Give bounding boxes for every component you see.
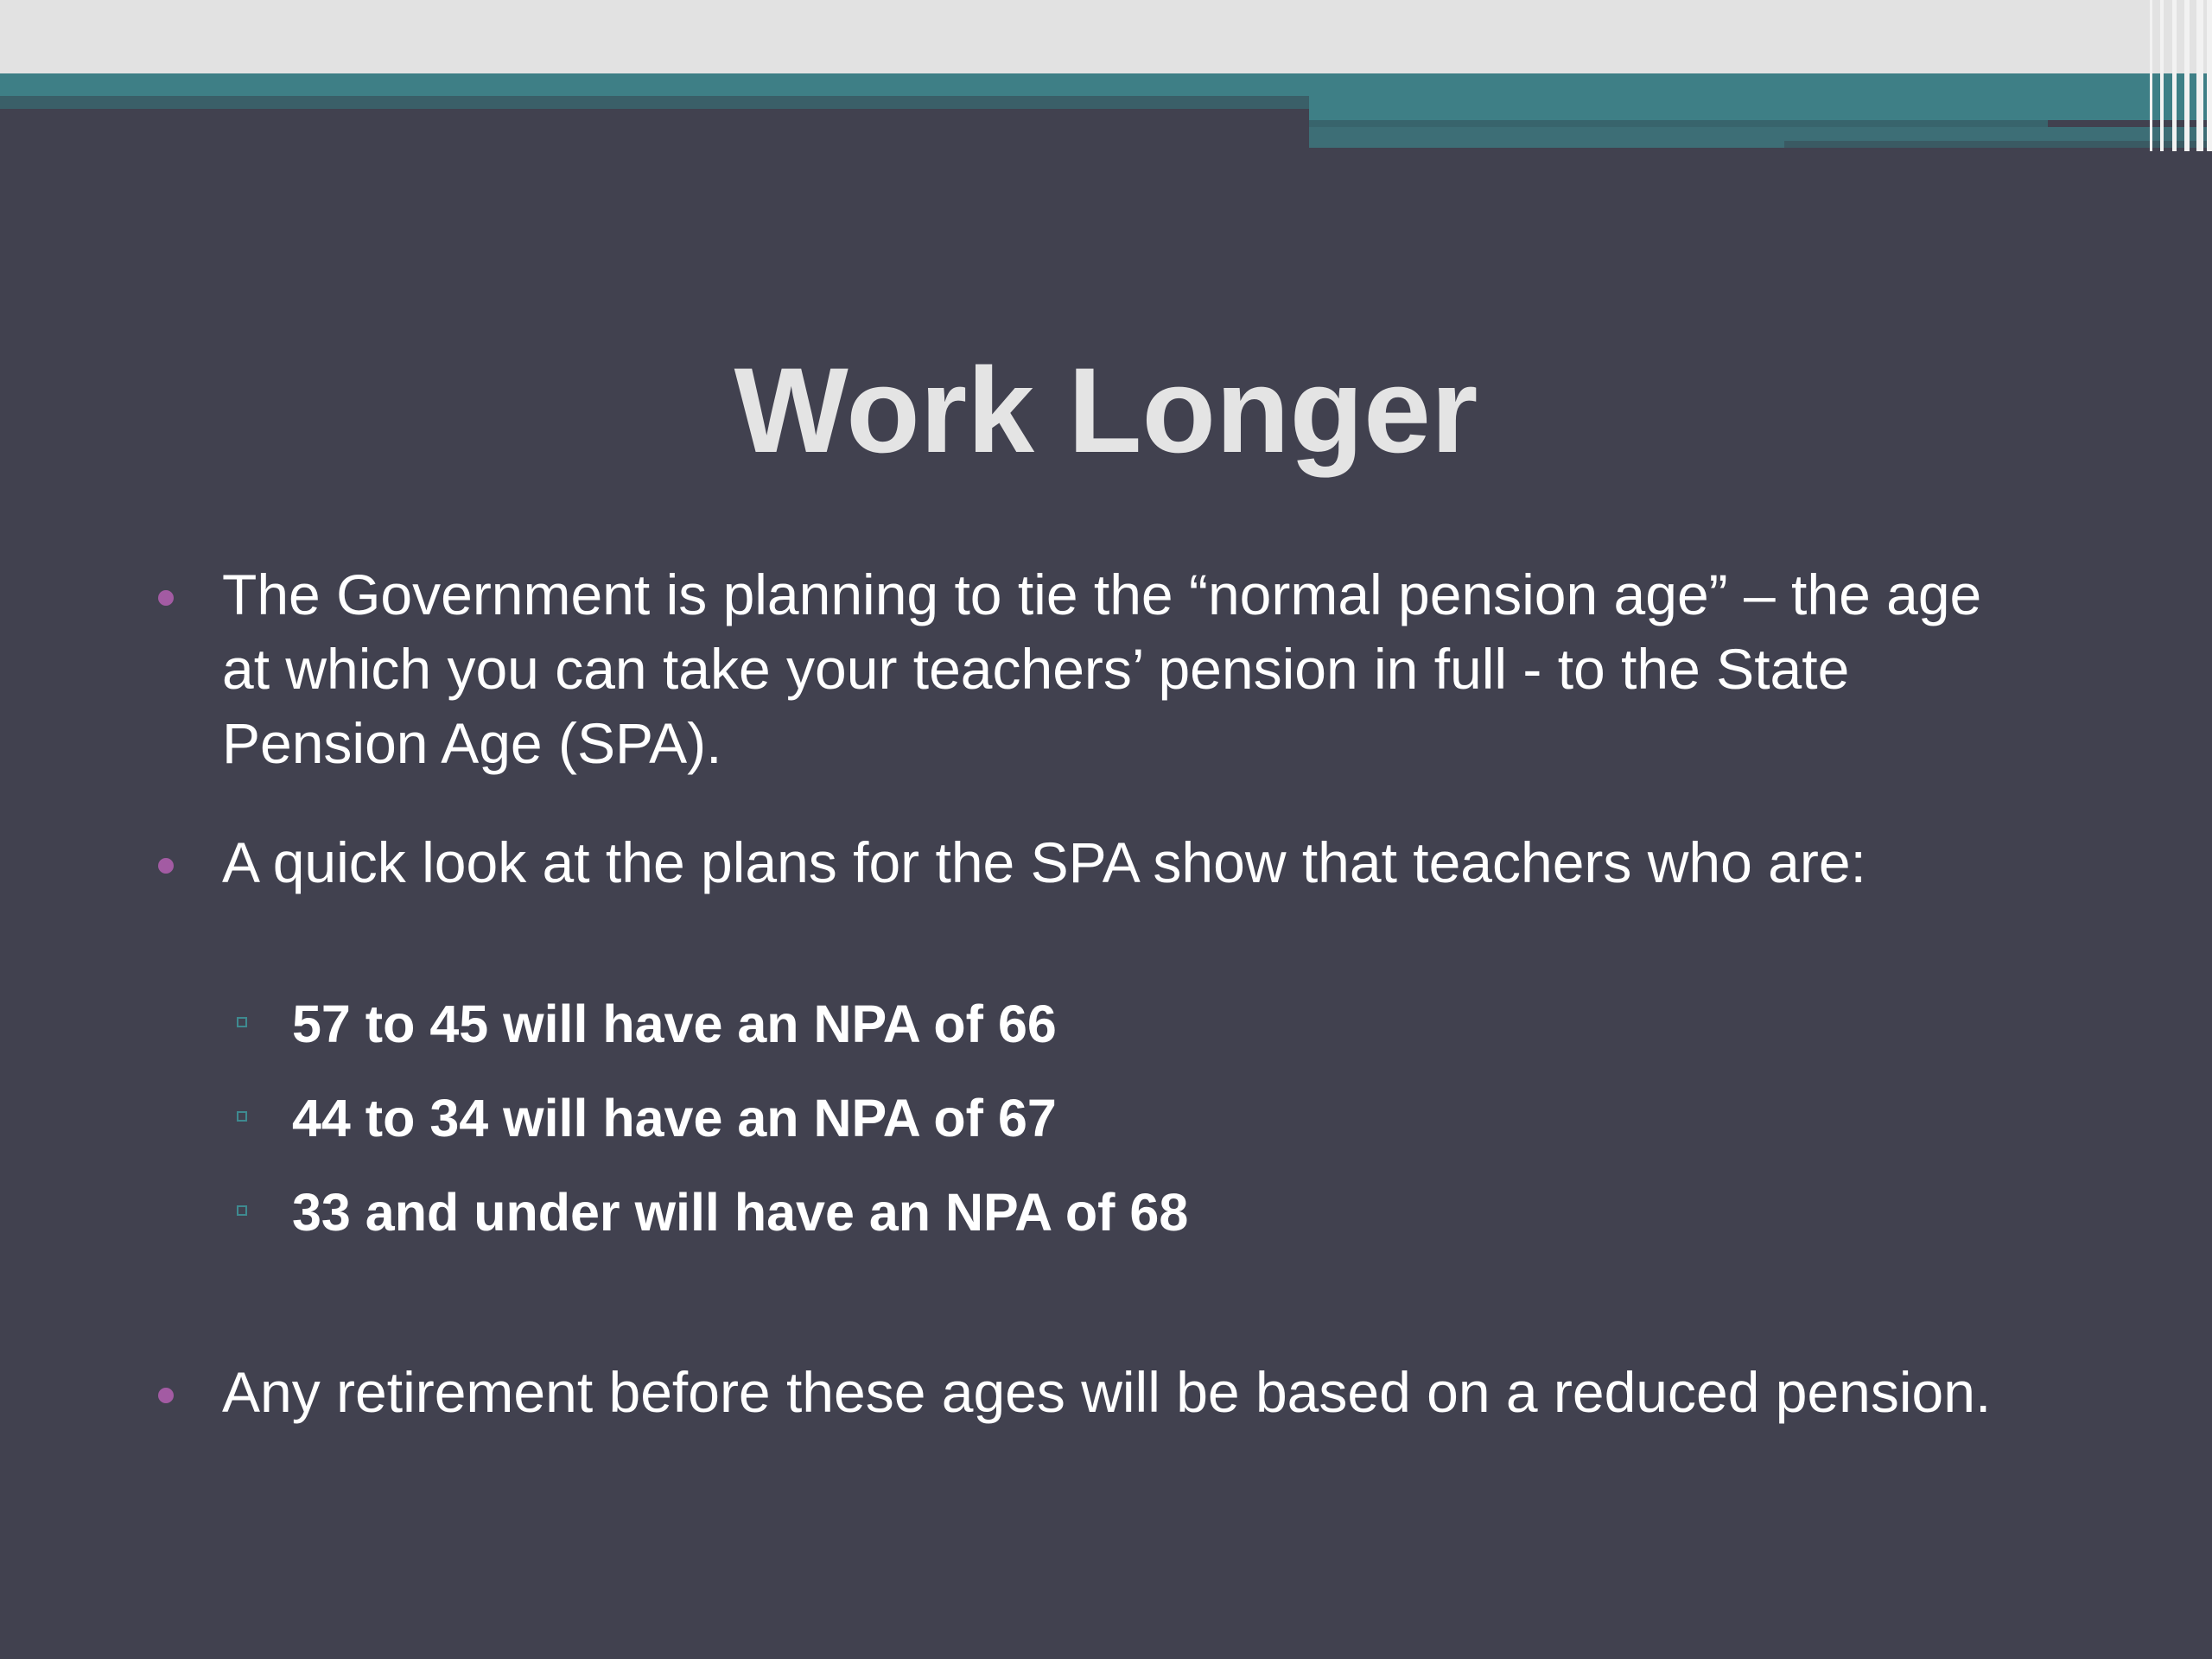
sub-bullet-item xyxy=(292,1084,1934,1153)
bullet-text: The Government is planning to tie the “normal pension age” – the age at which you can take your teachers’ pension in full - to the State Pension Age (SPA). xyxy=(222,563,1982,775)
teal-square-icon xyxy=(237,1017,247,1027)
bullet-item xyxy=(222,825,2037,899)
teal-square-icon xyxy=(237,1205,247,1216)
sub-bullet-text: 44 to 34 will have an NPA of 67 xyxy=(292,1089,1057,1147)
slide-title: Work Longer xyxy=(734,342,1478,478)
teal-square-icon xyxy=(237,1111,247,1122)
bullet-item xyxy=(222,1355,2037,1429)
bullet-text: A quick look at the plans for the SPA show that teachers who are: xyxy=(222,830,1866,894)
purple-dot-icon xyxy=(158,858,174,874)
purple-dot-icon xyxy=(158,1388,174,1403)
sub-bullet-item xyxy=(292,1178,1934,1247)
bullet-item xyxy=(222,557,2037,780)
sub-bullet-text: 33 and under will have an NPA of 68 xyxy=(292,1183,1189,1242)
sub-bullet-item xyxy=(292,989,1934,1058)
purple-dot-icon xyxy=(158,590,174,606)
bullet-text: Any retirement before these ages will be based on a reduced pension. xyxy=(222,1360,1992,1424)
sub-bullet-text: 57 to 45 will have an NPA of 66 xyxy=(292,995,1057,1053)
